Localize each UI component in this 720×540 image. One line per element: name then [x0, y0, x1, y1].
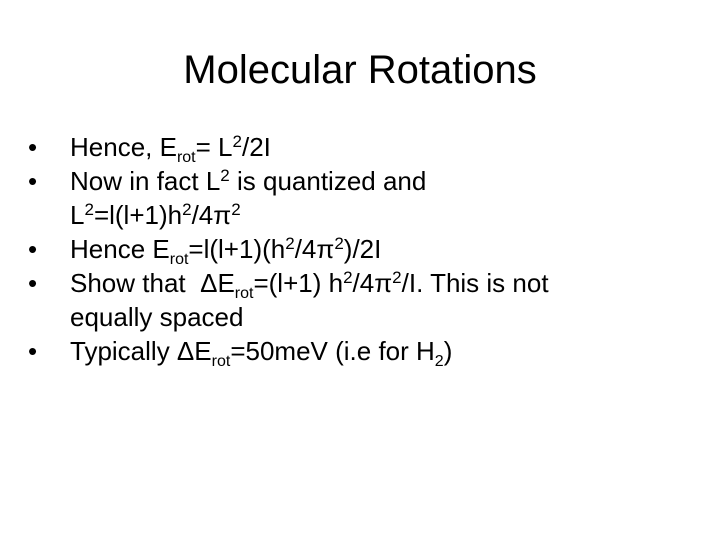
text-run: L — [70, 200, 85, 230]
subscript: 2 — [434, 353, 444, 370]
text-run: /I. This is not — [401, 268, 549, 298]
text-run: /4π — [352, 268, 393, 298]
superscript: 2 — [285, 234, 295, 253]
subscript: rot — [176, 149, 196, 166]
bullet-marker: • — [28, 166, 38, 196]
bullet-marker: • — [28, 234, 38, 264]
bullet-marker: • — [28, 336, 38, 366]
superscript: 2 — [84, 200, 94, 219]
text-run: Show that ΔE — [70, 268, 235, 298]
text-run: =(l+1) h — [253, 268, 344, 298]
superscript: 2 — [220, 166, 230, 185]
text-run: = L — [195, 132, 233, 162]
superscript: 2 — [343, 268, 353, 287]
bullet-list — [28, 130, 688, 368]
bullet-item — [28, 266, 688, 334]
text-run: Hence, E — [70, 132, 177, 162]
text-run: Typically ΔE — [70, 336, 212, 366]
superscript: 2 — [334, 234, 344, 253]
text-run: Hence E — [70, 234, 170, 264]
bullet-item — [28, 334, 688, 368]
text-run: )/2I — [343, 234, 382, 264]
subscript: rot — [211, 353, 231, 370]
subscript: rot — [169, 251, 189, 268]
text-run: =l(l+1)h — [93, 200, 183, 230]
bullet-item — [28, 232, 688, 266]
slide-title: Molecular Rotations — [183, 48, 537, 92]
text-run: /4π — [191, 200, 232, 230]
subscript: rot — [234, 285, 254, 302]
superscript: 2 — [392, 268, 402, 287]
bullet-marker: • — [28, 132, 38, 162]
text-run: Now in fact L — [70, 166, 221, 196]
text-run: =50meV (i.e for H — [230, 336, 435, 366]
text-run: =l(l+1)(h — [188, 234, 286, 264]
text-run: equally spaced — [70, 302, 244, 332]
superscript: 2 — [232, 132, 242, 151]
bullet-item — [28, 130, 688, 164]
text-run: /4π — [294, 234, 335, 264]
text-run: is quantized and — [229, 166, 427, 196]
bullet-item — [28, 164, 688, 232]
superscript: 2 — [231, 200, 241, 219]
bullet-marker: • — [28, 268, 38, 298]
text-run: /2I — [241, 132, 271, 162]
text-run: ) — [443, 336, 453, 366]
superscript: 2 — [182, 200, 192, 219]
